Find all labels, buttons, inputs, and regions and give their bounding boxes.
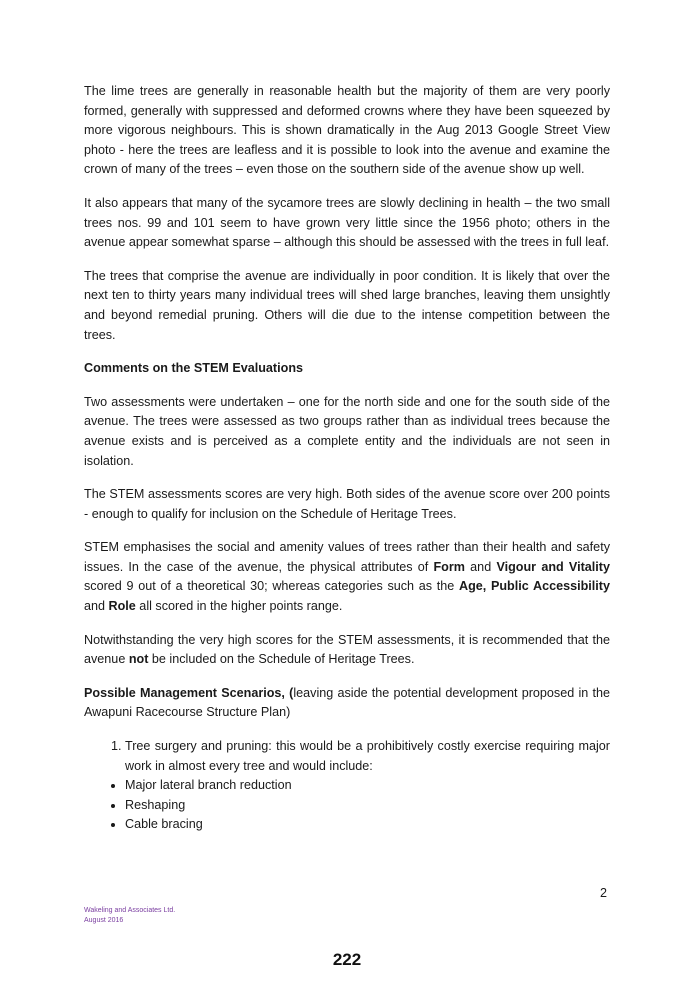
list-item: 1. Tree surgery and pruning: this would be a prohibitively costly exercise requiring major work in almost every tree and would include:: [125, 737, 610, 776]
page-number: 2: [600, 886, 608, 900]
list-item: • Cable bracing: [125, 815, 610, 835]
text-run: and: [84, 599, 109, 614]
bold-role: Role: [108, 599, 136, 614]
stamp-number: 222: [332, 950, 362, 969]
bullet-list: [84, 776, 610, 835]
list-item: • Major lateral branch reduction: [125, 776, 610, 796]
bold-management-scenarios: Possible Management Scenarios, (: [84, 685, 294, 700]
text-run: be included on the Schedule of Heritage Trees.: [148, 652, 415, 667]
text-run: STEM emphasises the social and amenity values of trees rather than their health and safety issues. In the case of the avenue, the physical attributes of: [84, 540, 610, 574]
footer: [84, 906, 175, 926]
numbered-list: [84, 737, 610, 776]
paragraph-sycamore-trees: It also appears that many of the sycamore trees are slowly declining in health – the two small trees nos. 99 and 101 seem to have grown very little since the 1956 photo; others in the avenue appear somewhat sparse – although this should be assessed with the trees in full leaf.: [84, 195, 610, 250]
bold-vigour: Vigour and Vitality: [496, 559, 611, 574]
list-item: • Reshaping: [125, 796, 610, 816]
bold-age-accessibility: Age, Public Accessibility: [458, 579, 610, 594]
footer-company: Wakeling and Associates Ltd.: [84, 907, 176, 914]
text-run: scored 9 out of a theoretical 30; whereas categories such as the: [84, 579, 459, 594]
bold-not: not: [128, 652, 149, 667]
text-run: all scored in the higher points range.: [135, 599, 343, 614]
paragraph-assessments: Two assessments were undertaken – one for the north side and one for the south side of the avenue. The trees were assessed as two groups rather than as individual trees because the avenue exists and is perceived as a complete entity and the individuals are not seen in isolation.: [84, 394, 610, 468]
footer-date: August 2016: [84, 917, 124, 924]
paragraph-lime-trees: The lime trees are generally in reasonable health but the majority of them are very poorly formed, generally with suppressed and deformed crowns where they have been squeezed by more vigorous neighbours. This is shown dramatically in the Aug 2013 Google Street View photo - here the trees are leafless and it is possible to look into the avenue and examine the crown of many of the trees – even those on the southern side of the avenue show up well.: [84, 84, 610, 177]
text-run: Notwithstanding the very high scores for the STEM assessments, it is recommended that the avenue: [84, 632, 610, 667]
page-body: [84, 82, 610, 835]
paragraph-stem-emphasis: [84, 538, 610, 616]
paragraph-recommendation: [84, 631, 610, 670]
bold-form: Form: [433, 559, 465, 574]
paragraph-stem-scores: The STEM assessments scores are very high. Both sides of the avenue score over 200 points - enough to qualify for inclusion on the Schedule of Heritage Trees.: [84, 487, 610, 521]
text-run: and: [464, 559, 497, 574]
text-run: leaving aside the potential development proposed in the Awapuni Racecourse Structure Plan): [84, 685, 610, 720]
heading-stem-evaluations: Comments on the STEM Evaluations: [84, 361, 304, 376]
paragraph-management-scenarios: [84, 684, 610, 723]
paragraph-avenue-condition: The trees that comprise the avenue are individually in poor condition. It is likely that over the next ten to thirty years many individual trees will shed large branches, leaving them unsightly and beyond remedial pruning. Others will die due to the intense competition between the trees.: [84, 268, 610, 342]
